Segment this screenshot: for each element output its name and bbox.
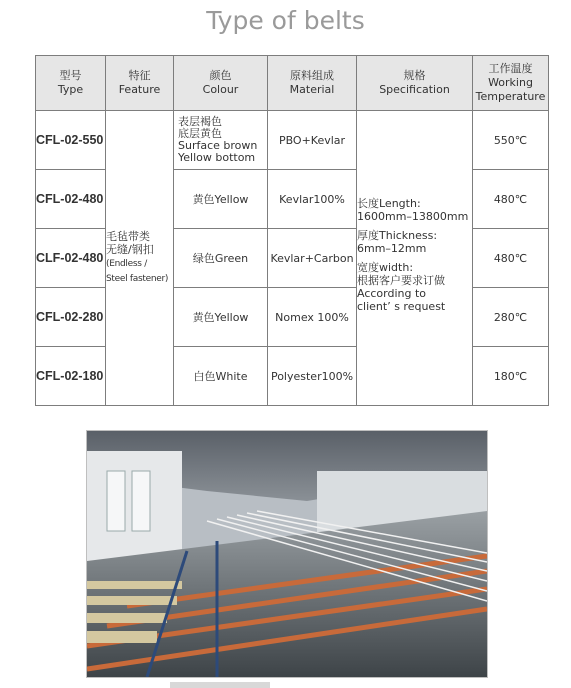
caption-fragment (170, 682, 270, 688)
table-row (36, 111, 549, 170)
material-cell: Polyester100% (268, 347, 357, 406)
specification-cell: 长度Length: 1600mm–13800mm 厚度Thickness: 6mm–12mm 宽度width: 根据客户要求订做 According to client’ s request (357, 111, 473, 406)
header-temperature: 工作温度 Working Temperature (473, 56, 549, 111)
type-cell: CFL-02-550 (36, 111, 106, 170)
type-cell: CLF-02-480 (36, 229, 106, 288)
temperature-cell: 480℃ (473, 229, 549, 288)
page-title: Type of belts (206, 6, 365, 35)
temperature-cell: 280℃ (473, 288, 549, 347)
colour-cell: 黄色Yellow (174, 288, 268, 347)
header-type: 型号 Type (36, 56, 106, 111)
header-colour: 颜色 Colour (174, 56, 268, 111)
type-cell: CFL-02-480 (36, 170, 106, 229)
temperature-cell: 180℃ (473, 347, 549, 406)
colour-cell: 黄色Yellow (174, 170, 268, 229)
material-cell: Kevlar100% (268, 170, 357, 229)
material-cell: PBO+Kevlar (268, 111, 357, 170)
header-feature: 特征 Feature (106, 56, 174, 111)
factory-conveyor-photo (86, 430, 488, 678)
material-cell: Nomex 100% (268, 288, 357, 347)
colour-cell: 白色White (174, 347, 268, 406)
type-cell: CFL-02-180 (36, 347, 106, 406)
temperature-cell: 480℃ (473, 170, 549, 229)
feature-cell: 毛毡带类 无缝/钢扣 (Endless / Steel fastener) (106, 111, 174, 406)
material-cell: Kevlar+Carbon (268, 229, 357, 288)
header-specification: 规格 Specification (357, 56, 473, 111)
colour-cell: 绿色Green (174, 229, 268, 288)
header-material: 原料组成 Material (268, 56, 357, 111)
table-header-row (36, 56, 549, 111)
temperature-cell: 550℃ (473, 111, 549, 170)
colour-cell: 表层褐色 底层黄色 Surface brown Yellow bottom (174, 111, 268, 170)
belt-types-table (35, 55, 549, 406)
type-cell: CFL-02-280 (36, 288, 106, 347)
